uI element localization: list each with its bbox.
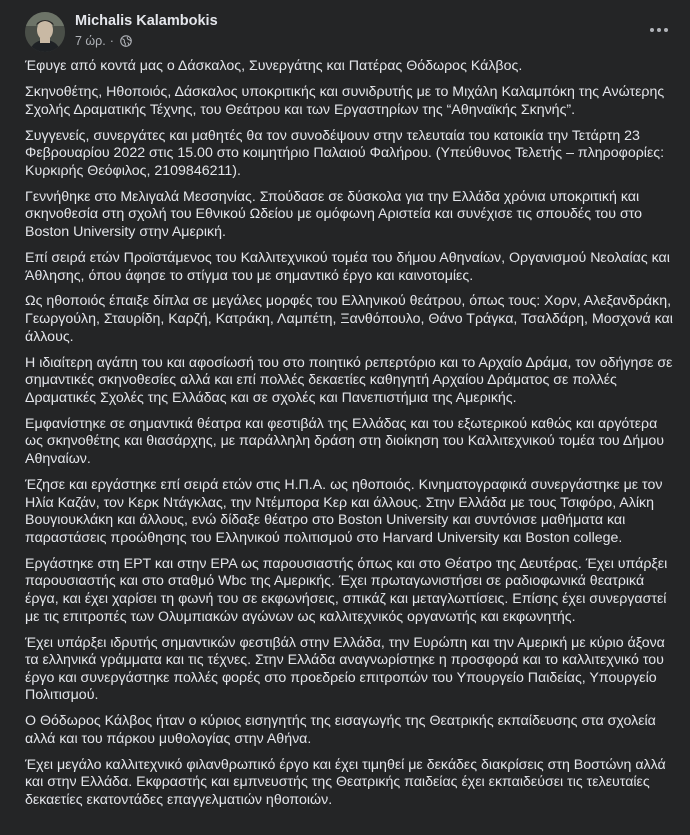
post-body	[25, 58, 673, 818]
post-paragraph: Έζησε και εργάστηκε επί σειρά ετών στις Η.Π.Α. ως ηθοποιός. Κινηματογραφικά συνεργάστηκε με τον Ηλία Καζάν, τον Κερκ Ντάγκλας, την Ντέμπορα Κερ και άλλους. Στην Ελλάδα με τους Τσιφόρο, Αλίκη Βουγιουκλάκη και άλλους, ενώ δίδαξε θέατρο στο Boston University και συντόνισε μαθήματα και παραστάσεις προώθησης του Ελληνικού πολιτισμού στο Harvard University και Boston college.	[25, 477, 663, 546]
post-paragraph: Έφυγε από κοντά μας ο Δάσκαλος, Συνεργάτης και Πατέρας Θόδωρος Κάλβος.	[25, 58, 523, 74]
avatar-photo-icon	[25, 12, 65, 52]
post-paragraph: Εμφανίστηκε σε σημαντικά θέατρα και φεστιβάλ της Ελλάδας και του εξωτερικού καθώς και αργότερα ως σκηνοθέτης και θιασάρχης, με παράλληλη δράση στη διοίκηση του Καλλιτεχνικού τομέα του Δήμου Αθηναίων.	[25, 415, 665, 468]
author-name[interactable]: Michalis Kalambokis	[75, 13, 218, 29]
post-paragraph: Ο Θόδωρος Κάλβος ήταν ο κύριος εισηγητής της εισαγωγής της Θεατρικής εκπαίδευσης στα σχολεία αλλά και του πάρκου μυθολογίας στην Αθήνα.	[25, 713, 656, 747]
post-paragraph: Η ιδιαίτερη αγάπη του και αφοσίωσή του στο ποιητικό ρεπερτόριο και το Αρχαίο Δράμα, τον οδήγησε σε σημαντικές σκηνοθεσίες αλλά και επί πολλές δεκαετίες καθηγητή Αρχαίου Δράματος σε πολλές Δραματικές Σχολές της Ελλάδας και σε σχολές και Πανεπιστήμια της Αμερικής.	[25, 354, 673, 406]
post-paragraph: Έχει υπάρξει ιδρυτής σημαντικών φεστιβάλ στην Ελλάδα, την Ευρώπη και την Αμερική με κύριο άξονα τα ελληνικά γράμματα και τις τέχνες. Στην Ελλάδα αναγνωρίστηκε η προσφορά και το καλλιτεχνικό του έργο και συνεργάστηκε πολλές φορές στο προεδρείο επιτροπών του Υπουργείο Παιδείας, Υπουργείο Πολιτισμού.	[25, 634, 665, 704]
post-paragraph: Εργάστηκε στη ΕΡΤ και στην ΕΡΑ ως παρουσιαστής όπως και στο Θέατρο της Δευτέρας. Έχει υπάρξει παρουσιαστής και στο σταθμό Wbc της Αμερικής. Έχει πρωταγωνιστήσει σε ραδιοφωνικά θεατρικά έργα, και έχει χαρίσει τη φωνή του σε εκφωνήσεις, σπικάζ και μεταγλωττίσεις. Επίσης έχει συνεργαστεί με τις επιτροπές των Ολυμπιακών αγώνων ως καλλιτεχνικός οργανωτής και εκφωνητής.	[25, 555, 668, 625]
post-paragraph: Γεννήθηκε στο Μελιγαλά Μεσσηνίας. Σπούδασε σε δύσκολα για την Ελλάδα χρόνια υποκριτική και σκηνοθεσία στη σχολή του Εθνικού Ωδείου με ομόφωνη Αριστεία και συνέχισε τις σπουδές του στο Boston University στην Αμερική.	[25, 188, 643, 240]
more-horizontal-icon	[657, 28, 661, 32]
more-options-button[interactable]	[645, 20, 673, 40]
meta-separator: ·	[109, 34, 114, 48]
post-paragraph: Επί σειρά ετών Προϊστάμενος του Καλλιτεχνικού τομέα του δήμου Αθηναίων, Οργανισμού Νεολαίας και Άθλησης, όπου άφησε το στίγμα του με σημαντικό έργο και καινοτομίες.	[25, 249, 670, 284]
avatar[interactable]	[25, 12, 65, 52]
post-paragraph: Ως ηθοποιός έπαιξε δίπλα σε μεγάλες μορφές του Ελληνικού θεάτρου, όπως τους: Χορν, Αλεξανδράκη, Γεωργούλη, Σταυρίδη, Καρζή, Κατράκη, Λαμπέτη, Ξανθόπουλο, Θάνο Τράγκα, Τσαλδάρη, Μοσχονά και άλλους.	[25, 293, 673, 345]
more-horizontal-icon	[664, 28, 668, 32]
post-time[interactable]: 7 ώρ.	[75, 34, 106, 48]
post-header	[25, 10, 675, 54]
post-meta	[75, 34, 132, 48]
post-paragraph: Συγγενείς, συνεργάτες και μαθητές θα τον συνοδέψουν στην τελευταία του κατοικία την Τετάρτη 23 Φεβρουαρίου 2022 στις 15.00 στο κοιμητήριο Παλαιού Φαλήρου. (Υπεύθυνος Τελετής – πληροφορίες: Κυρκιρής Θεόφιλος, 2109846211).	[25, 127, 665, 179]
post-paragraph: Σκηνοθέτης, Ηθοποιός, Δάσκαλος υποκριτικής και συνιδρυτής με το Μιχάλη Καλαμπόκη της Ανώτερης Σχολής Δραματικής Τέχνης, του Θεάτρου και των Εργαστηρίων της “Αθηναϊκής Σκηνής”.	[25, 83, 665, 118]
post-paragraph: Έχει μεγάλο καλλιτεχνικό φιλανθρωπικό έργο και έχει τιμηθεί με δεκάδες διακρίσεις στη Βοστώνη αλλά και στην Ελλάδα. Εκφραστής και εμπνευστής της Θεατρικής παιδείας έχει εκπαιδεύσει τις τελευταίες δεκαετίες εκατοντάδες επαγγελματιών ηθοποιών.	[25, 756, 666, 809]
more-horizontal-icon	[650, 28, 654, 32]
globe-icon[interactable]	[120, 35, 132, 47]
